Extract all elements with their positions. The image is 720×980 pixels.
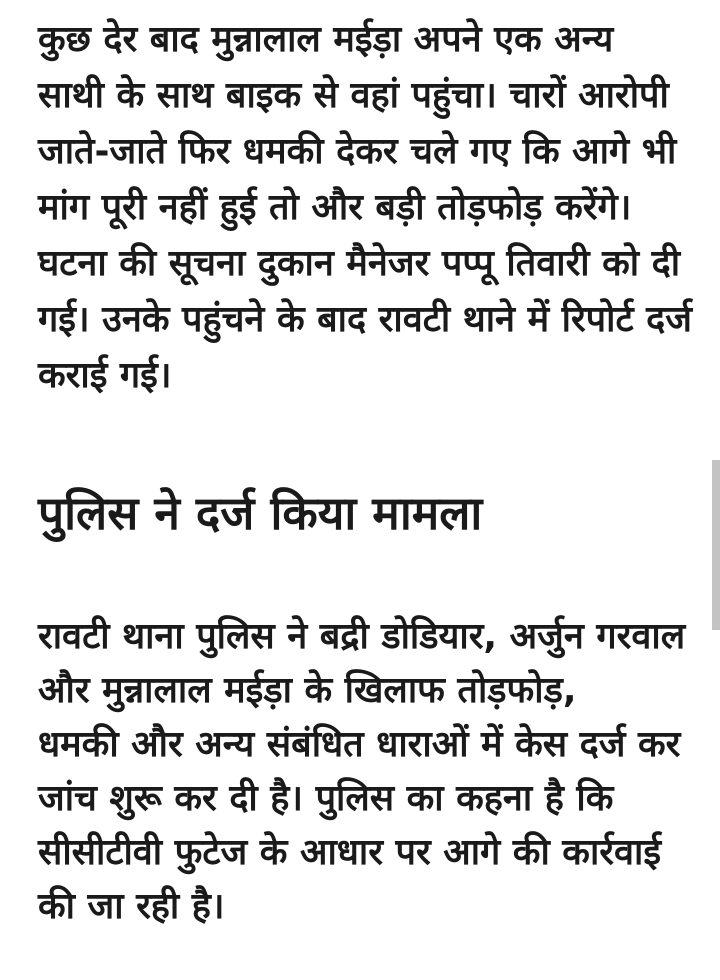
text-line: घटना की सूचना दुकान मैनेजर पप्पू तिवारी को दी xyxy=(38,243,681,284)
article-paragraph-1 xyxy=(38,12,690,404)
text-line: गई। उनके पहुंचने के बाद रावटी थाने में रिपोर्ट दर्ज xyxy=(38,299,692,340)
text-line: धमकी और अन्य संबंधित धाराओं में केस दर्ज कर xyxy=(38,724,681,765)
text-line: कराई गई। xyxy=(38,355,172,396)
text-line: रावटी थाना पुलिस ने बद्री डोडियार, अर्जुन गरवाल xyxy=(38,616,686,657)
article-paragraph-2 xyxy=(38,610,690,934)
text-line: जांच शुरू कर दी है। पुलिस का कहना है कि xyxy=(38,778,614,819)
text-line: और मुन्नालाल मईड़ा के खिलाफ तोड़फोड़, xyxy=(38,670,577,711)
scrollbar-thumb[interactable] xyxy=(712,460,720,630)
text-line: कुछ देर बाद मुन्नालाल मईड़ा अपने एक अन्य xyxy=(38,19,614,60)
text-line: साथी के साथ बाइक से वहां पहुंचा। चारों आरोपी xyxy=(38,75,669,116)
section-heading: पुलिस ने दर्ज किया मामला xyxy=(38,486,483,540)
text-line: जाते-जाते फिर धमकी देकर चले गए कि आगे भी xyxy=(38,131,677,172)
text-line: की जा रही है। xyxy=(38,886,225,927)
text-line: मांग पूरी नहीं हुई तो और बड़ी तोड़फोड़ करेंगे। xyxy=(38,187,632,228)
text-line: सीसीटीवी फुटेज के आधार पर आगे की कार्रवाई xyxy=(38,832,662,873)
